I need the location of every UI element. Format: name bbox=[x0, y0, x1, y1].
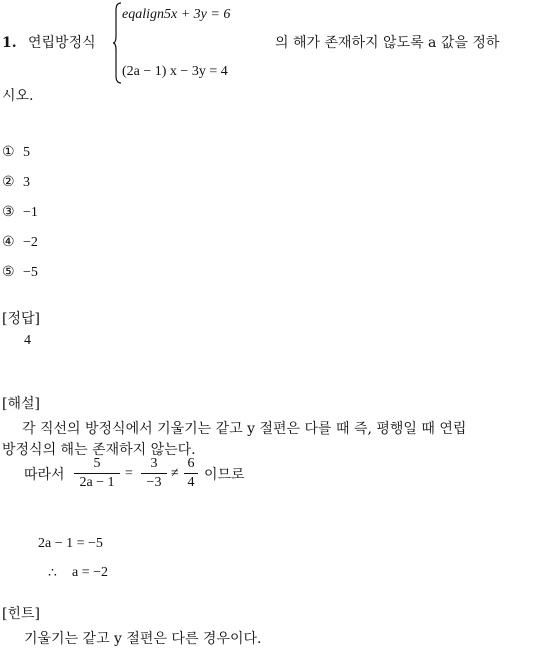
hint-text: 기울기는 같고 y 절편은 다른 경우이다. bbox=[24, 631, 262, 647]
choice-value: −1 bbox=[23, 205, 38, 220]
explanation-line-1: 각 직선의 방정식에서 기울기는 같고 y 절편은 다를 때 즉, 평행일 때 연립 bbox=[22, 421, 467, 437]
choice-value: 5 bbox=[23, 145, 31, 160]
fraction-2-numerator: 3 bbox=[150, 456, 158, 471]
equation-1: eqalign5x + 3y = 6 bbox=[122, 7, 231, 22]
equals-sign: = bbox=[125, 466, 133, 481]
choice-mark: ② bbox=[2, 174, 15, 190]
fraction-1-denominator: 2a − 1 bbox=[79, 475, 115, 490]
explanation-prefix: 따라서 bbox=[24, 467, 65, 483]
answer-value: 4 bbox=[24, 333, 31, 348]
therefore-symbol: ∴ bbox=[48, 566, 57, 581]
choice-3[interactable] bbox=[2, 203, 38, 222]
answer-label: [정답] bbox=[2, 311, 40, 327]
choice-mark: ⑤ bbox=[2, 264, 15, 280]
choice-1[interactable] bbox=[2, 143, 30, 162]
choice-value: −5 bbox=[23, 265, 38, 280]
equation-2: (2a − 1) x − 3y = 4 bbox=[122, 64, 228, 79]
problem-number: 1. bbox=[2, 35, 17, 51]
fraction-1 bbox=[74, 456, 120, 491]
choice-value: 3 bbox=[23, 175, 31, 190]
choice-mark: ① bbox=[2, 144, 15, 160]
fraction-3 bbox=[184, 456, 198, 491]
not-equal-sign: ≠ bbox=[171, 466, 179, 481]
choice-4[interactable] bbox=[2, 233, 38, 252]
step-1: 2a − 1 = −5 bbox=[38, 536, 103, 551]
choice-mark: ④ bbox=[2, 234, 15, 250]
system-brace bbox=[112, 2, 122, 84]
fraction-2 bbox=[141, 456, 167, 491]
choice-5[interactable] bbox=[2, 263, 38, 282]
choice-mark: ③ bbox=[2, 204, 15, 220]
step-2: a = −2 bbox=[72, 565, 109, 580]
explanation-suffix: 이므로 bbox=[204, 467, 245, 483]
problem-tail: 의 해가 존재하지 않도록 a 값을 정하 bbox=[275, 35, 500, 51]
problem-tail-2: 시오. bbox=[2, 88, 34, 104]
choice-2[interactable] bbox=[2, 173, 30, 192]
hint-label: [힌트] bbox=[2, 606, 40, 622]
explanation-line-2: 방정식의 해는 존재하지 않는다. bbox=[2, 442, 196, 458]
fraction-2-denominator: −3 bbox=[146, 475, 162, 490]
explanation-label: [해설] bbox=[2, 396, 40, 412]
fraction-3-denominator: 4 bbox=[187, 475, 195, 490]
problem-intro: 연립방정식 bbox=[28, 35, 96, 51]
fraction-1-numerator: 5 bbox=[93, 456, 101, 471]
fraction-3-numerator: 6 bbox=[187, 456, 195, 471]
choice-value: −2 bbox=[23, 235, 38, 250]
